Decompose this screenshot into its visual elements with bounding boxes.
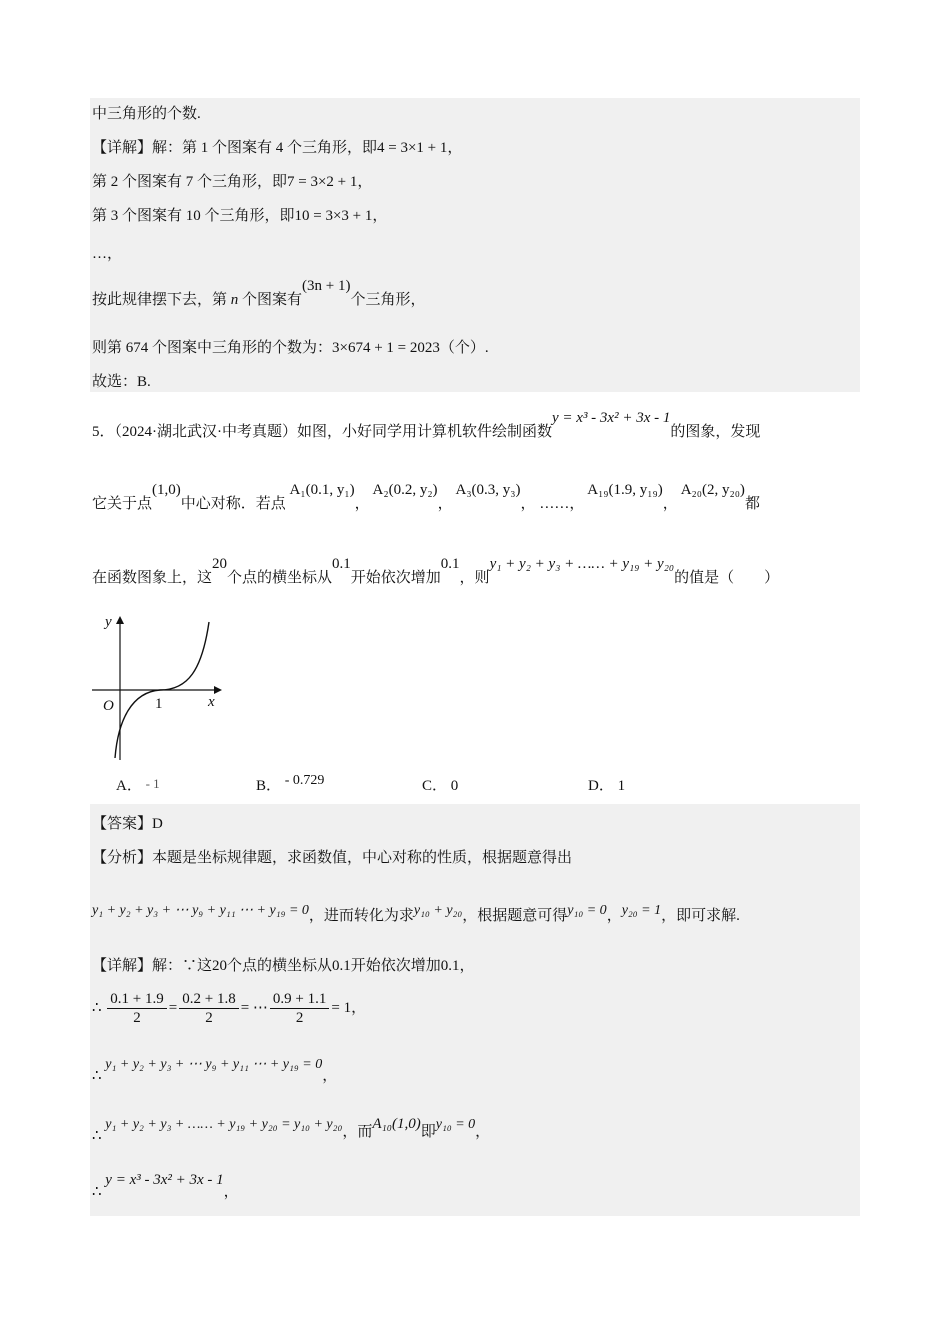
formula: 0.1 bbox=[332, 556, 351, 572]
formula: 0.1 bbox=[332, 958, 351, 974]
denominator: 2 bbox=[205, 1010, 213, 1027]
text: = 1， bbox=[331, 1000, 367, 1016]
fraction bbox=[107, 990, 166, 1027]
text: ， bbox=[447, 140, 463, 156]
text-line bbox=[92, 206, 387, 226]
choice-letter: C． bbox=[422, 778, 448, 794]
text: 个三角形， bbox=[350, 292, 426, 308]
text: 个点的横坐标从 bbox=[227, 958, 333, 974]
choice-b bbox=[256, 773, 325, 797]
formula: y₂₀ = 1 bbox=[621, 903, 662, 918]
formula: 0.1 bbox=[440, 958, 460, 974]
text: 中三角形的个数. bbox=[92, 106, 201, 122]
variable: n bbox=[230, 292, 239, 308]
text: ，则 bbox=[459, 570, 490, 586]
denominator: 2 bbox=[133, 1010, 141, 1027]
origin-label: O bbox=[103, 698, 114, 714]
formula: y₁₀ + y₂₀ bbox=[413, 903, 463, 918]
formula: y = x³ - 3x² + 3x - 1 bbox=[105, 1172, 224, 1188]
choice-value: 0 bbox=[450, 778, 459, 794]
question-line bbox=[92, 556, 780, 588]
text: ， bbox=[372, 208, 388, 224]
choice-value: - 1 bbox=[145, 776, 160, 791]
numerator: 0.1 + 1.9 bbox=[107, 990, 166, 1009]
formula: (1,0) bbox=[152, 482, 181, 498]
therefore-symbol: ∴ bbox=[92, 1128, 102, 1144]
formula: A₁(0.1, y₁) bbox=[289, 482, 355, 498]
text: 个点的横坐标从 bbox=[227, 570, 333, 586]
text: ， bbox=[357, 174, 373, 190]
text: 它关于点 bbox=[92, 496, 153, 512]
text: ， bbox=[223, 1184, 239, 1200]
answer-line bbox=[92, 956, 475, 976]
text: 中心对称．若点 bbox=[180, 496, 286, 512]
choice-letter: D． bbox=[588, 778, 614, 794]
text-line bbox=[92, 138, 462, 158]
answer-line bbox=[92, 988, 366, 1028]
formula: 4 = 3×1 + 1 bbox=[377, 140, 448, 156]
formula: A₁₉(1.9, y₁₉) bbox=[587, 482, 663, 498]
tick-label: 1 bbox=[155, 696, 163, 712]
x-axis-arrow bbox=[214, 686, 222, 694]
formula: 10 = 3×3 + 1 bbox=[294, 208, 373, 224]
choice-c bbox=[422, 776, 458, 796]
formula: y = x³ - 3x² + 3x - 1 bbox=[552, 410, 671, 426]
choice-d bbox=[588, 776, 625, 796]
formula: 0.1 bbox=[440, 556, 460, 572]
text-line bbox=[92, 172, 372, 192]
formula: 20 bbox=[212, 958, 228, 974]
text: 第 3 个图案有 10 个三角形，即 bbox=[92, 208, 295, 224]
text-line bbox=[92, 372, 151, 392]
text: = bbox=[168, 1000, 178, 1016]
text-line bbox=[92, 338, 489, 358]
text: ，即可求解. bbox=[661, 908, 740, 924]
text: 5．（2024·湖北武汉·中考真题）如图，小好同学用计算机软件绘制函数 bbox=[92, 424, 552, 440]
fraction bbox=[179, 990, 238, 1027]
text-line bbox=[92, 104, 201, 124]
text: 在函数图象上，这 bbox=[92, 570, 213, 586]
formula: 3×674 + 1 = 2023 bbox=[332, 340, 440, 356]
text: 的图象，发现 bbox=[670, 424, 761, 440]
text: 【详解】解：∵这 bbox=[92, 958, 213, 974]
function-graph bbox=[90, 610, 240, 765]
text: ，进而转化为求 bbox=[308, 908, 414, 924]
text: ， bbox=[606, 908, 622, 924]
text: ， bbox=[459, 958, 475, 974]
answer-line bbox=[92, 903, 740, 927]
therefore-symbol: ∴ bbox=[92, 1000, 102, 1016]
question-line: 它关于点(1,0)中心对称．若点 A₁(0.1, y₁)， A₂(0.2, y₂)， A₃(0.3, y₃)， ……， A₁₉(1.9, y₁₉)， A₂₀(2, y₂₀)都 bbox=[92, 482, 760, 512]
therefore-symbol: ∴ bbox=[92, 1184, 102, 1200]
text: ， bbox=[322, 1068, 338, 1084]
answer-line bbox=[92, 1114, 491, 1144]
choice-letter: A． bbox=[116, 778, 142, 794]
therefore-symbol: ∴ bbox=[92, 1068, 102, 1084]
text-line bbox=[92, 278, 426, 310]
text: …… bbox=[539, 496, 570, 512]
choice-value: - 0.729 bbox=[284, 773, 325, 788]
text: （个）. bbox=[439, 340, 489, 356]
answer-line bbox=[92, 1170, 239, 1200]
text: 开始依次增加 bbox=[350, 958, 441, 974]
formula: y₁ + y₂ + y₃ + …… + y₁₉ + y₂₀ = y₁₀ + y₂₀ bbox=[105, 1117, 343, 1132]
text: ，根据题意可得 bbox=[462, 908, 568, 924]
formula: y₁ + y₂ + y₃ + ⋯ y₉ + y₁₁ ⋯ + y₁₉ = 0 bbox=[92, 903, 309, 918]
text: 按此规律摆下去，第 bbox=[92, 292, 228, 308]
text: 【答案】D bbox=[92, 816, 163, 832]
formula: y₁₀ = 0 bbox=[567, 903, 607, 918]
y-axis-arrow bbox=[116, 616, 124, 624]
text: 开始依次增加 bbox=[350, 570, 441, 586]
text: ， bbox=[475, 1124, 491, 1140]
text: 个图案有 bbox=[242, 292, 303, 308]
text: 【分析】本题是坐标规律题，求函数值，中心对称的性质，根据题意得出 bbox=[92, 850, 573, 866]
formula: 7 = 3×2 + 1 bbox=[287, 174, 358, 190]
choice-value: 1 bbox=[617, 778, 626, 794]
text: …， bbox=[92, 246, 123, 262]
formula: (3n + 1) bbox=[302, 278, 351, 294]
formula: A₂(0.2, y₂) bbox=[372, 482, 438, 498]
denominator: 2 bbox=[295, 1010, 304, 1027]
numerator: 0.2 + 1.8 bbox=[179, 990, 238, 1009]
question-line bbox=[92, 410, 761, 442]
formula: y₁ + y₂ + y₃ + …… + y₁₉ + y₂₀ bbox=[489, 556, 675, 572]
formula: y₁₀ = 0 bbox=[435, 1117, 476, 1132]
text: 【详解】解：第 1 个图案有 4 个三角形，即 bbox=[92, 140, 378, 156]
formula: A₂₀(2, y₂₀) bbox=[680, 482, 745, 498]
y-axis-label: y bbox=[105, 614, 112, 630]
text: = ⋯ bbox=[240, 1000, 268, 1016]
answer-line bbox=[92, 848, 572, 868]
text: 即 bbox=[420, 1124, 436, 1140]
formula: 20 bbox=[212, 556, 228, 572]
formula: A₁₀(1,0) bbox=[372, 1116, 421, 1132]
choice-letter: B． bbox=[256, 778, 282, 794]
text-line bbox=[92, 244, 122, 264]
text: 第 2 个图案有 7 个三角形，即 bbox=[92, 174, 288, 190]
text: ，而 bbox=[342, 1124, 373, 1140]
text: 则第 674 个图案中三角形的个数为： bbox=[92, 340, 333, 356]
text: 故选：B. bbox=[92, 374, 151, 390]
formula: y₁ + y₂ + y₃ + ⋯ y₉ + y₁₁ ⋯ + y₁₉ = 0 bbox=[105, 1057, 323, 1072]
formula: A₃(0.3, y₃) bbox=[455, 482, 521, 498]
fraction bbox=[270, 990, 329, 1027]
text: 都 bbox=[744, 496, 760, 512]
answer-line bbox=[92, 814, 163, 834]
x-axis-label: x bbox=[208, 694, 215, 710]
text: 的值是（ ） bbox=[674, 570, 780, 586]
answer-line bbox=[92, 1054, 338, 1084]
choice-a bbox=[116, 776, 160, 796]
numerator: 0.9 + 1.1 bbox=[270, 990, 329, 1009]
